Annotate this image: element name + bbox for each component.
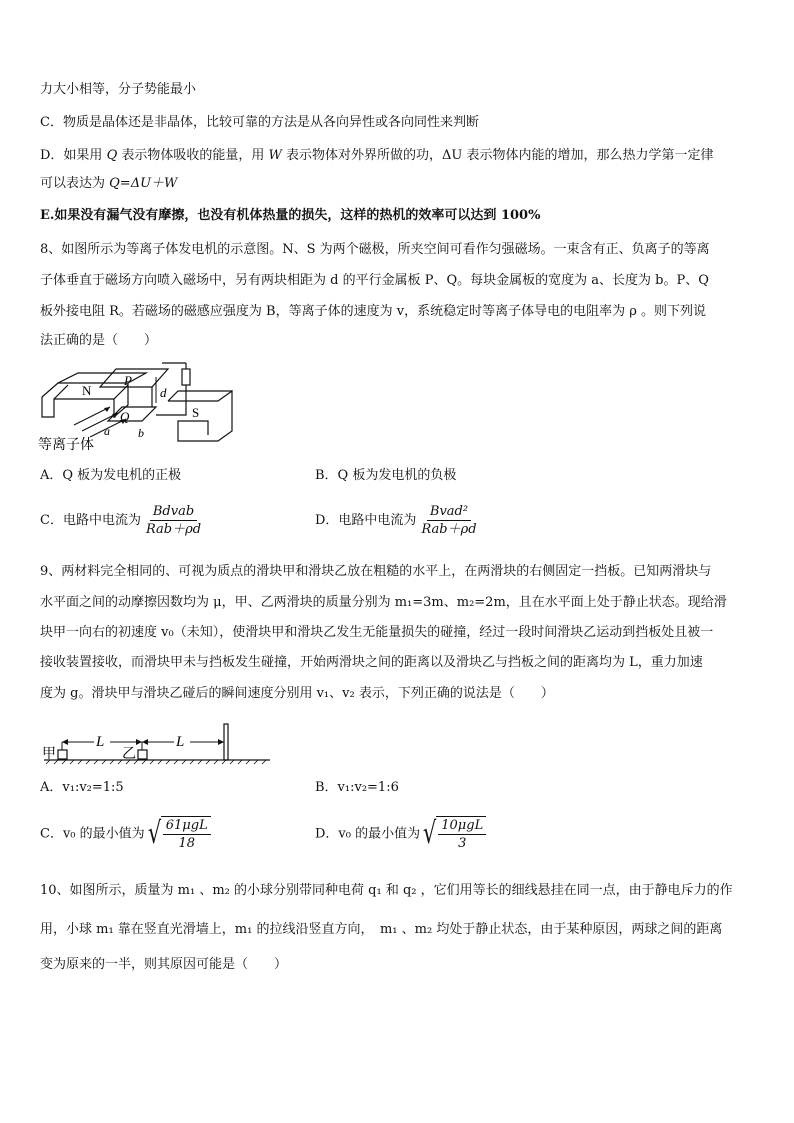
width-a-label: a <box>104 424 110 438</box>
question-9-line: 接收装置接收，而滑块甲未与挡板发生碰撞，开始两滑块之间的距离以及滑块乙与挡板之间的距离均为 L，重力加速 <box>40 655 703 670</box>
q9-option-a[interactable]: A．v₁:v₂=1:5 <box>40 780 124 795</box>
distance-l-label: L <box>96 734 105 750</box>
sqrt-sign: √ $\frac{\text{10μgL}}{3}$ <box>420 814 486 854</box>
q9-option-c[interactable]: C．v₀ 的最小值为 √ $\frac{\text{61μgL}}{18}$ <box>40 814 211 854</box>
plasma-generator-figure <box>38 355 248 455</box>
question-10-line: 变为原来的一半，则其原因可能是（ ） <box>40 957 288 972</box>
option-d-text: D．如果用 Q 表示物体吸收的能量，用 W 表示物体对外界所做的功，ΔU 表示物体内能的增加，那么热力学第一定律 <box>40 148 714 163</box>
sqrt-sign: √ $\frac{\text{61μgL}}{18}$ <box>145 814 211 854</box>
distance-l-label: L <box>176 734 185 750</box>
text-line: 力大小相等，分子势能最小 <box>40 82 197 97</box>
magnet-s-label: S <box>192 405 200 420</box>
question-9-line: 9、两材料完全相同的、可视为质点的滑块甲和滑块乙放在粗糙的水平上，在两滑块的右侧固定一挡板。已知两滑块与 <box>40 564 712 579</box>
magnet-n-label: N <box>82 383 92 398</box>
q8-option-c[interactable]: C．电路中电流为 $\frac{\text{Bdvab}}{\text{Rab＋ρd}}$ <box>40 504 202 537</box>
option-e-text: E.如果没有漏气没有摩擦，也没有机体热量的损失，这样的热机的效率可以达到 100% <box>40 208 541 223</box>
q8-option-a[interactable]: A．Q 板为发电机的正极 <box>40 468 182 483</box>
question-10-line: 用，小球 m₁ 靠在竖直光滑墙上，m₁ 的拉线沿竖直方向， m₁ 、m₂ 均处于静止状态，由于某种原因，两球之间的距离 <box>40 922 723 937</box>
question-8-line: 法正确的是（ ） <box>40 333 158 348</box>
question-10-line: 10、如图所示，质量为 m₁ 、m₂ 的小球分别带同种电荷 q₁ 和 q₂ ，它们用等长的细线悬挂在同一点，由于静电斥力的作 <box>40 883 733 898</box>
question-8-line: 板外接电阻 R。若磁场的磁感应强度为 B，等离子体的速度为 v，系统稳定时等离子体导电的电阻率为 ρ 。则下列说 <box>40 304 706 319</box>
q9-option-d[interactable]: D．v₀ 的最小值为 √ $\frac{\text{10μgL}}{3}$ <box>315 814 486 854</box>
plate-p-label: P <box>124 373 132 388</box>
q9-option-b[interactable]: B．v₁:v₂=1:6 <box>315 780 399 795</box>
sliding-blocks-figure <box>38 720 274 766</box>
q8-option-d[interactable]: D．电路中电流为 $\frac{\text{Bvad²}}{\text{Rab＋ρd}}$ <box>315 504 477 537</box>
question-9-line: 水平面之间的动摩擦因数均为 μ，甲、乙两滑块的质量分别为 m₁=3m、m₂=2m，且在水平面上处于静止状态。现给滑 <box>40 595 727 610</box>
distance-d-label: d <box>160 385 167 400</box>
block-yi-label: 乙 <box>122 747 136 762</box>
plate-q-label: Q <box>120 409 130 424</box>
question-9-line: 块甲一向右的初速度 v₀（未知），使滑块甲和滑块乙发生无能量损失的碰撞，经过一段时间滑块乙运动到挡板处且被一 <box>40 625 714 640</box>
block-jia-label: 甲 <box>42 747 56 762</box>
question-8-line: 8、如图所示为等离子体发电机的示意图。N、S 为两个磁极，所夹空间可看作匀强磁场。一束含有正、负离子的等离 <box>40 242 710 257</box>
q8-option-b[interactable]: B．Q 板为发电机的负极 <box>315 468 457 483</box>
option-c-text: C．物质是晶体还是非晶体，比较可靠的方法是从各向异性或各向同性来判断 <box>40 115 479 130</box>
length-b-label: b <box>138 426 144 440</box>
plasma-caption: 等离子体 <box>38 438 94 453</box>
question-9-line: 度为 g。滑块甲与滑块乙碰后的瞬间速度分别用 v₁、v₂ 表示，下列正确的说法是（ ） <box>40 686 554 701</box>
question-8-line: 子体垂直于磁场方向喷入磁场中，另有两块相距为 d 的平行金属板 P、Q。每块金属板的宽度为 a、长度为 b。P、Q <box>40 273 709 288</box>
option-d-text-cont: 可以表达为 Q=ΔU＋W <box>40 176 178 191</box>
